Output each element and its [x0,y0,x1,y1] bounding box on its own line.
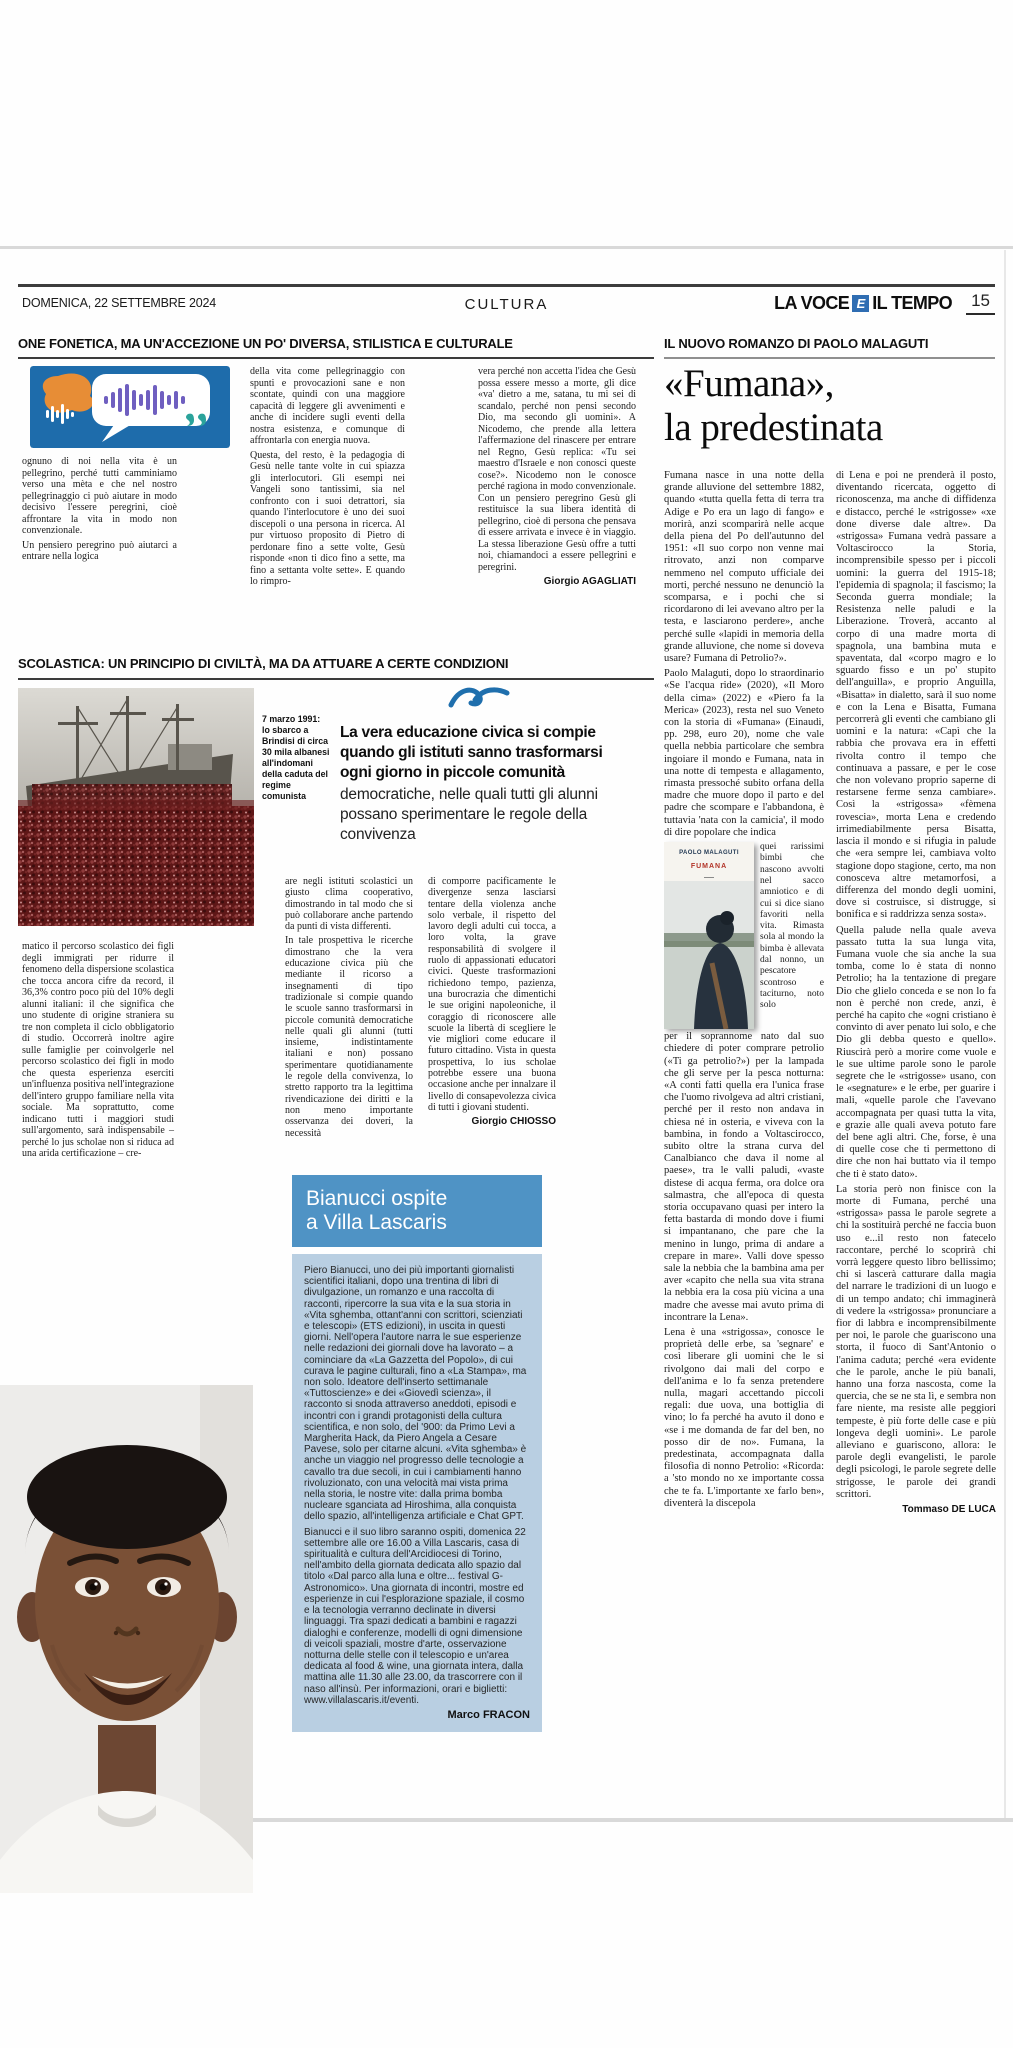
article-fumana-col1 [664,470,824,1815]
box-divider [292,1247,542,1254]
byline-chiosso: Giorgio CHIOSSO [471,1116,556,1128]
paragraph: matico il percorso scolastico dei figli degli immigrati per ridurre il fenomeno della dispersione scolastica che tocca ancora cifre da record, il 36,3% contro poco più del 10% degli alunni italiani: il che significa che uno studente di origine straniera su tre non completa il ciclo obbligatorio di studio. Occorrerà inoltre agire sulle famiglie per coinvolgerle nel percorso scolastico dei figli in modo che questa esperienza eserciti un'influenza positiva nell'integrazione dell'intero gruppo familiare nella vita sociale. Ma soprattutto, come indicano tutti i maggiori studi sull'argomento, sarà indispensabile – perché lo jus scholae non si riduca ad una arida certificazione – cre- [22,941,174,1159]
paragraph: di comporre pacificamente le divergenze senza lasciarsi tentare della violenza anche solo verbale, il rispetto del lavoro degli adulti cui tocca, a loro volta, la grave responsabilità di svolgere il ruolo di appassionati educatori civici. Queste trasformazioni richiedono tempo, pazienza, una burocrazia che dimentichi le sue origini napoleoniche, il coraggio di riconoscere alle scuole la libertà di scegliere le vie migliori come educare il futuro cittadino. Vista in questa prospettiva, lo ius scholae potrebbe essere una buona occasione anche per innalzare il livello di consapevolezza civica di tutti i giovani studenti. [428,876,556,1113]
kicker-phonetics-rule [18,357,654,359]
byline-agagliati: Giorgio AGAGLIATI [543,576,636,587]
kicker-phonetics: ONE FONETICA, MA UN'ACCEZIONE UN PO' DIVERSA, STILISTICA E CULTURALE [18,336,513,351]
masthead-logo [774,293,952,314]
article-pilgrim-col3 [478,366,636,588]
article-pilgrim-col1 [22,456,177,566]
kicker-malaguti-rule [664,357,995,359]
page-date: DOMENICA, 22 SETTEMBRE 2024 [22,296,216,310]
kicker-school: SCOLASTICA: UN PRINCIPIO DI CIVILTÀ, MA DA ATTUARE A CERTE CONDIZIONI [18,656,509,671]
bianucci-title-line1: Bianucci ospite [306,1187,448,1210]
pull-quote-bold: La vera educazione civica si compie quando gli istituti sanno trasformarsi ogni giorno in piccole comunità [340,724,603,781]
paragraph: Bianucci e il suo libro saranno ospiti, domenica 22 settembre alle ore 16.00 a Villa Lascaris, casa di spiritualità e cultura dell'Arcidiocesi di Torino, nell'ambito della giornata dedicata allo spazio dal titolo «Dal parco alla luna e oltre... festival G-Astronomico». Una giornata di incontri, mostre ed esperienze in cui l'esplorazione spaziale, il cosmo e la tecnologia verranno declinate in diversi linguaggi. Tra spazi dedicati a bambini e ragazzi dialoghi e conferenze, modelli di ogni dimensione di veicoli spaziali, mostre d'arte, osservazione notturna delle stelle con il telescopio e un'area dedicata al food & wine, una giornata intera, dalla mattina alle 11.30 alle 23.00, da trascorrere con il naso all'insù. Per informazioni, orari e biglietti: www.villalascaris.it/eventi. [304,1526,526,1706]
page-right-edge [1004,250,1006,1820]
paragraph: In tale prospettiva le ricerche dimostrano che la vera educazione civica più che mediante il ricorso a insegnamenti di tipo tradizionale si compie quando le scuole sanno trasformarsi in piccole comunità democratiche nelle quali gli alunni (tutti insieme, indistintamente italiani e non) possano sperimentare quotidianamente le regole della convivenza, lo stretto rapporto tra la legittima rivendicazione dei diritti e la non meno importante osservanza dei doveri, la necessità [285,935,413,1139]
article-school-col1 [22,941,174,1163]
article-school-col2 [285,876,413,1142]
masthead-word-lavoce: LA VOCE [774,292,850,313]
kicker-malaguti: IL NUOVO ROMANZO DI PAOLO MALAGUTI [664,336,929,351]
pull-quote [340,684,618,845]
paragraph: di Lena e poi ne prenderà il posto, diventando ricercata, oggetto di riconoscenza, ma anche di diffidenza e distacco, perché le «strigosse» «xe done diverse dale altre». Da «strigossa» Fumana vedrà passare a Voltascirocco la Storia, incomprensibile spesso per i piccoli uomini: la guerra del 1915-18; l'epidemia di spagnola; il fascismo; la Seconda guerra mondiale; la Resistenza nelle paludi e la Liberazione. Troverà, accanto al corpo di una madre morta di spagnola, una bambina muta e spaventata, dal «corpo magro e lo sguardo fisso e un po' stupito dell'anguilla», e proprio Anguilla, «Bisatta» in dialetto, sarà il suo nome e con la Lena e Bisatta, Fumana percorrerà gli eventi che cambiano gli uomini e la natura: «Capì che la rabbia che provava era in effetti rivolta contro il tempo che continuava a passare, e per le cose che non volevano proprio saperne di restarsene ferme senza cambiare». Così la «strigossa» «fèmena rovescia», morta Lena e credendo irrimediabilmente persa Bisatta, lascia il mondo e si rifugia in palude che «era sempre lei, cambiava volto stagione dopo stagione, certo, ma non conosceva altre metamorfosi, a differenza del mondo degli uomini, dove si costruisce, si distrugge, si bonifica e si raddrizza senza sosta». [836,470,996,921]
headline-line1: «Fumana», [664,362,834,405]
bianucci-box-body [292,1254,542,1732]
child-portrait-photo [0,1385,253,1893]
bianucci-title-line2: a Villa Lascaris [306,1211,447,1234]
paragraph: Un pensiero peregrino può aiutarci a entrare nella logica [22,539,177,562]
article-school-col3 [428,876,556,1128]
bianucci-box-title [292,1175,542,1247]
paragraph: vera perché non accetta l'idea che Gesù possa essere messo a morte, gli dice «va' dietro a me, satana, tu mi sei di scandalo, perché non pensi secondo Dio, ma secondo gli uomini». A Nicodemo, che prende alla lettera l'affermazione del rinascere per entrare nel Regno, Gesù replica: «Tu sei maestro d'Israele e non conosci queste cose?». Nicodemo non le conosce perché ragiona in modo convenzionale. Con un pensiero peregrino Gesù gli restituisce la sua libera identità di pellegrino, cioè di persona che pensava di essere arrivata e invece è in viaggio. La stessa liberazione Gesù offre a tutti noi, chiamandoci a essere pellegrini e peregrini. [478,366,636,573]
article-fumana-col2 [836,470,996,1516]
wave-ribbon-icon [447,684,511,715]
photo-caption: 7 marzo 1991: lo sbarco a Brindisi di circa 30 mila albanesi all'indomani della caduta del regime comunista [262,714,330,801]
paragraph: Questa, del resto, è la pedagogia di Gesù nelle tante volte in cui spiazza gli interlocutori. Gli esempi nei Vangeli sono tantissimi, sia nel confronto con i suoi detrattori, sia quando l'interlocutore è uno dei suoi discepoli o una persona in ricerca. Al pur virtuoso proposito di Pietro di perdonare fino a sette volte, Gesù risponde «non ti dico fino a sette, ma fino a settanta volte sette». E quando lo rimpro- [250,449,405,587]
book-title: FUMANA [690,863,728,871]
page-number: 15 [966,291,995,315]
paragraph: della vita come pellegrinaggio con spunti e provocazioni sane e non scontate, quindi con una maggiore capacità di leggere gli avvenimenti e anche di incidere sugli eventi della nostra esistenza, e comunque di affrontarla con energia nuova. [250,366,405,446]
refugees-ship-photo [18,688,254,926]
headline-line2: la predestinata [664,406,883,449]
book-cover-inset [664,842,824,1028]
paragraph: per il soprannome nato dal suo chiedere di poter comprare petrolio («Ti ga petrolio?») per la lampada che gli serve per la pesca notturna: «A conti fatti quella era l'unica frase che l'uomo rivolgeva ad altri cristiani, perché per il resto non andava in chiesa né in osteria, e viveva con la bambina, in fondo a Voltascirocco, subito oltre la strana curva del Canalbianco che dava il nome al paese», tra le valli paludi, «vaste distese di acqua ferma, ora dolce ora salmastra, che all'epoca di questa storia occupavano quasi per intero la fetta bastarda di mondo dove i fiumi si impantanano, che pare che la menino in lungo, prima di andare a crepare in mare». Valli dove spesso sale la nebbia che la bambina ama per aver «capito che nella sua vita strana la nebbia era la cosa più vicina a una madre che avesse mai avuto prima di incontrare la Lena». [664,1031,824,1323]
kicker-school-rule [18,678,654,680]
fumana-book-cover [664,842,754,1028]
masthead [774,291,995,315]
masthead-word-iltempo: IL TEMPO [872,292,953,313]
fumana-headline [664,362,1004,450]
paragraph: Quella palude nella quale aveva passato tutta la sua lunga vita, Fumana vuole che sia anche la sua tomba, come lo è stata di nonno Petrolio; ha la tentazione di pregare Dio che glielo conceda e se non lo fa non è perché non crede, anzi, è perché ha capito che «ogni cristiano è convinto di aver penato lui solo, e che Dio gli debba questo e quello». Riuscirà però a morire come vuole e le sue ultime parole sono le parole segrete che le «strigosse» usano, con le «segnature» e le erbe, per guarire i mali, «quelle parole che l'avevano accompagnata per quasi tutta la vita, e grazie alle quali aveva potuto fare del bene agli altri. Che, forse, è una di quelle cose che ti permettono di dire che non hai buttato via il tempo che ti è stato dato». [836,924,996,1180]
page-bottom-edge [253,1818,1013,1822]
paragraph: are negli istituti scolastici un giusto clima cooperativo, dimostrando in tal modo che si può collaborare anche partendo da punti di vista differenti. [285,876,413,933]
paragraph: Lena è una «strigossa», conosce le proprietà delle erbe, sa 'segnare' e così liberare gli uomini che le si rivolgono dai mali del corpo e dell'anima e lo fa senza pretendere nulla, magari accettando piccoli regali: due uova, una bottiglia di vino; lo fa perché ha avuto il dono e «se i me domanda de far del ben, no posso dir de no». Fumana, la predestinata, accompagnata dalla filosofia di nonno Petrolio: «Ricorda: a 'sto mondo no xe importante cossa che te fa. L'importante xe farlo ben», diventerà la discepola [664,1326,824,1509]
byline-fracon: Marco FRACON [447,1708,530,1721]
page-top-edge [0,246,1013,249]
masthead-e-icon: E [852,295,869,312]
book-cover-photo [664,881,754,1029]
paragraph: Piero Bianucci, uno dei più importanti giornalisti scientifici italiani, dopo una trentina di libri di divulgazione, un romanzo e una raccolta di racconti, ripercorre la sua vita e la sua storia in «Vita sghemba, ottant'anni con scrittori, scienziati e telescopi» (ETS edizioni), in uscita in questi giorni. Nell'opera l'autore narra le sue esperienze nelle redazioni dei giornali dove ha lavorato – a cominciare da «La Gazzetta del Popolo», di cui curava le pagine culturali, fino a «La Stampa», ma non solo. Ideatore dell'inserto settimanale «Tuttoscienze» e dei «Giovedì scienza», il racconto si snoda attraverso aneddoti, episodi e incontri con i grandi protagonisti della cultura scientifica, e non solo, del '900: da Primo Levi a Margherita Hack, da Piero Angela a Cesare Pavese, solo per citarne alcuni. «Vita sghemba» è anche un viaggio nel progresso delle tecnologie a cavallo tra due secoli, in cui i cambiamenti hanno rivoluzionato, con una velocità mai vista prima nella storia, le nostre vite: dalla prima bomba nucleare sganciata ad Hiroshima, alla conquista dello spazio, all'intelligenza artificiale e Chat GPT. [304,1265,527,1523]
header-rule [18,284,995,287]
paragraph: Fumana nasce in una notte della grande alluvione del settembre 1882, quando «tutta quella fetta di terra tra Adige e Po era un lago di fango» e morirà, anzi scomparirà nelle acque della piena del Po dell'autunno del 1951: «Il suo corpo non venne mai ritrovato, anzi non comparve nemmeno nel computo ufficiale dei morti, perché nessuno ne denunciò la scomparsa, e i pochi che si ricordarono di lei avevano altro per la testa, e lasciarono perdere», anche perché sulle «lapidi in memoria della grande alluvione, che nome si doveva usare? Fumana di Petrolio?». [664,470,824,665]
wrapped-text: quei rarissimi bimbi che nascono avvolti nel sacco amniotico e di cui si dice siano favoriti nella vita. Rimasta sola al mondo la bimba è allevata dal nonno, un pescatore scontroso e taciturno, noto solo [760,842,824,1011]
book-cover-ornament [704,877,714,878]
bianucci-box [292,1175,542,1732]
paragraph: Paolo Malaguti, dopo lo straordinario «Se l'acqua ride» (2020), «Il Moro della cima» (2022) e «Piero fa la Merica» (2023), resta nel suo Veneto con la storia di «Fumana» (Einaudi, pp. 298, euro 20), nome che vale quella nebbia particolare che sembra ingoiare il mondo e Fumana, nata in una notte di tempesta e allagamento, rimasta pressoché subito orfana della madre che muore dopo il parto e del padre che scompare e l'abbandona, è tuttavia 'nata con la camicia', il modo di dire popolare che indica [664,668,824,838]
article-pilgrim-col2 [250,366,405,591]
book-author: PAOLO MALAGUTI [679,850,739,857]
section-title: CULTURA [464,296,549,313]
paragraph: La storia però non finisce con la morte di Fumana, perché una «strigossa» passa le parole segrete a chi la sostituirà perché ne faccia buon uso e...il resto non fatecelo raccontare, perché lo scoprirà chi vorrà leggere questo libro bellissimo; chi si lascerà catturare dalla magia del narrare le tradizioni di un luogo e di un tempo andato; chi immaginerà di vedere la «strigossa» pronunciare a fior di labbra e incomprensibilmente per noi, le parole che guariscono una storta, il fuoco di Sant'Antonio o l'anima caduta; perché «era evidente che le parole, anche le più banali, hanno una forza nascosta, come la quercia, che se ne sta lì, e sembra non fare niente, ma resiste alle peggiori tempeste, è più forte delle case e più longeva degli uomini». Le parole alleviano e guariscono, allora: le parole degli evangelisti, le parole degli psicologi, le parole segrete delle strigosse, le parole dei grandi scrittori. [836,1183,996,1500]
byline-deluca: Tommaso DE LUCA [902,1504,996,1516]
speech-bubbles-illustration [30,366,230,448]
paragraph: ognuno di noi nella vita è un pellegrino, perché tutti camminiamo verso una mèta e che nel nostro pellegrinaggio ci può aiutare in modo decisivo l'essere peregrini, cioè affrontare la vita in modo non convenzionale. [22,456,177,536]
pull-quote-light: democratiche, nelle quali tutti gli alunni possano sperimentare le regole della convivenza [340,786,598,843]
